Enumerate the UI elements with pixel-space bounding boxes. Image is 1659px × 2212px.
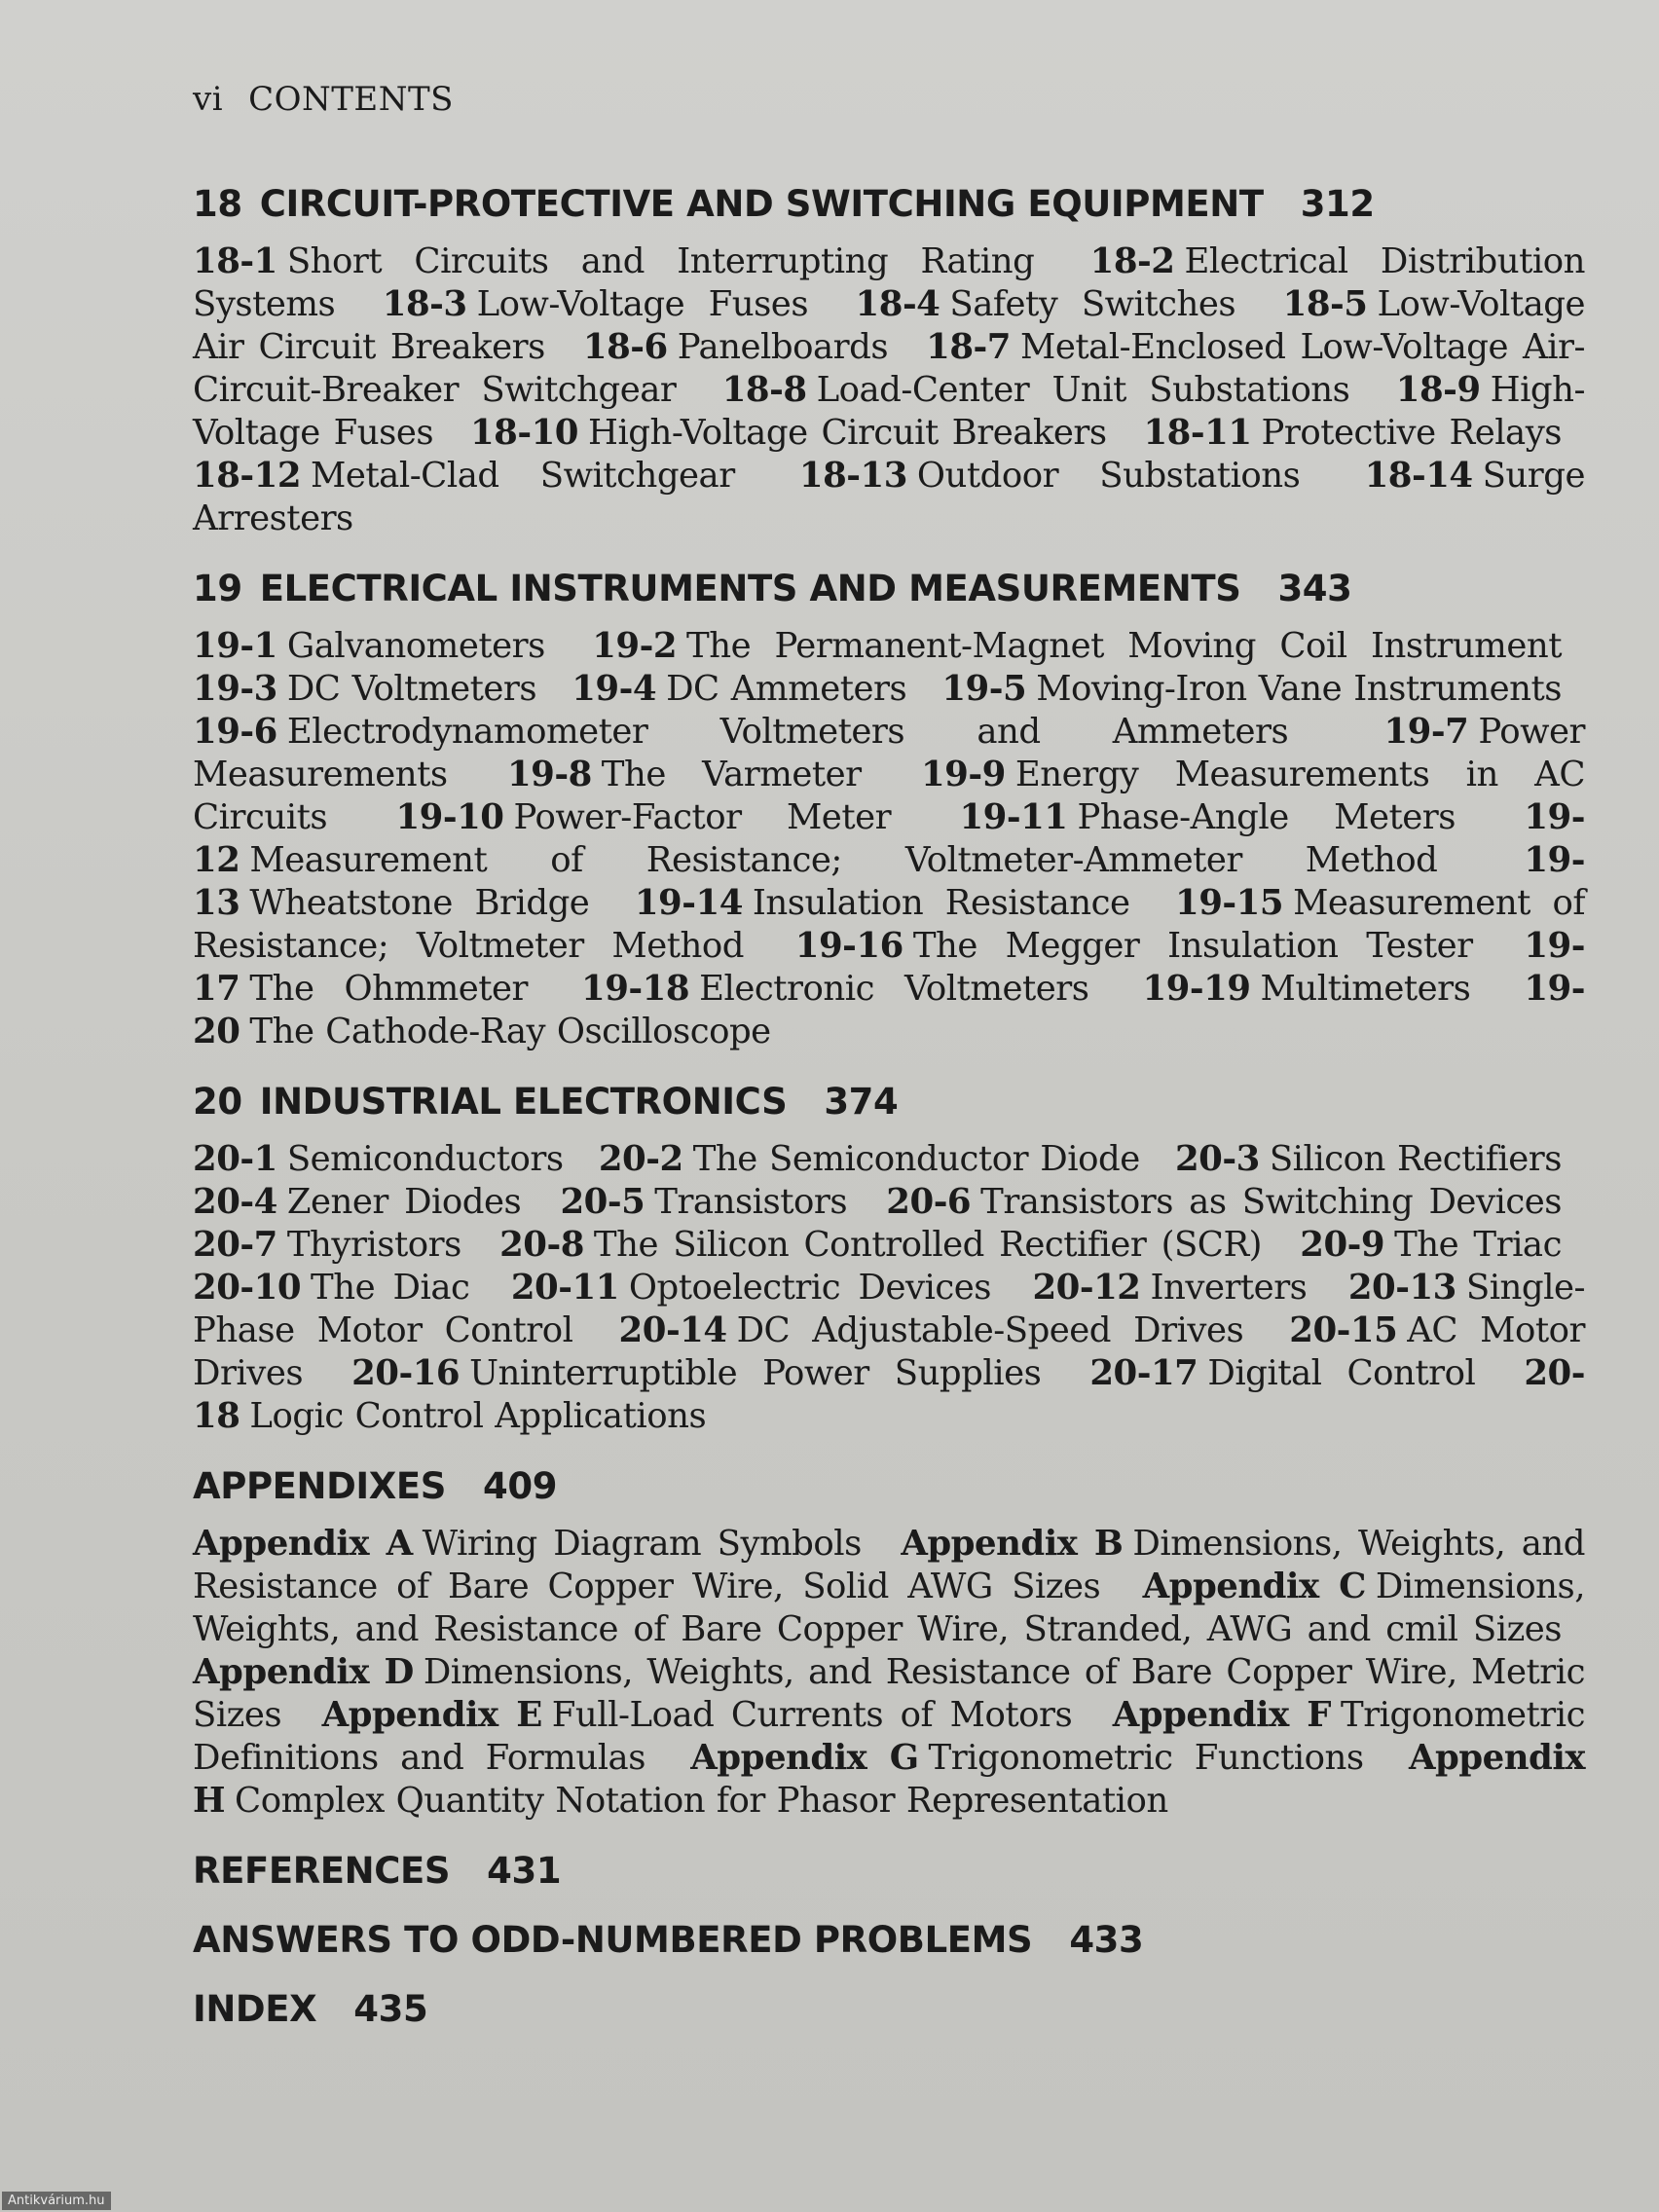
chapter-number: 19 xyxy=(193,568,242,609)
entry-title: Electronic Voltmeters xyxy=(699,969,1089,1009)
entry-title: Measurement of Resistance; Voltmeter Method xyxy=(193,883,1585,966)
toc-entry xyxy=(799,456,1301,496)
toc-entry xyxy=(193,241,1034,281)
toc-entry xyxy=(599,1139,1140,1179)
section-entries xyxy=(193,625,1585,1053)
toc-entry xyxy=(886,1182,1562,1222)
entry-title: Moving-Iron Vane Instruments xyxy=(1036,669,1563,709)
entry-number: 19-11 xyxy=(959,797,1068,837)
entry-number: 20-10 xyxy=(193,1268,302,1308)
toc-entry xyxy=(193,456,735,496)
entry-number: 18-7 xyxy=(926,327,1011,367)
section-heading xyxy=(193,1919,1585,1961)
section-heading xyxy=(193,1081,1585,1123)
toc-entry xyxy=(560,1182,847,1222)
entry-title: Thyristors xyxy=(286,1225,461,1265)
toc-entry xyxy=(1032,1268,1307,1308)
entry-title: High-Voltage Fuses xyxy=(193,370,1586,453)
toc-entry xyxy=(193,1182,521,1222)
section-heading xyxy=(193,1988,1585,2030)
toc-entry xyxy=(470,413,1107,453)
section-title: REFERENCES xyxy=(193,1850,451,1892)
section-page-number: 433 xyxy=(1069,1919,1144,1961)
toc-entry xyxy=(351,1353,1041,1393)
entry-number: 20-11 xyxy=(510,1268,619,1308)
toc-entry xyxy=(635,883,1130,923)
entry-title: Electrical Distribution Systems xyxy=(193,241,1585,324)
entry-number: 19-8 xyxy=(506,755,592,794)
entry-number: 19-7 xyxy=(1383,712,1469,752)
toc-entry xyxy=(193,1524,862,1564)
entry-number: 19-14 xyxy=(634,883,743,923)
entry-number: 18-13 xyxy=(798,456,907,496)
entry-number: 20-9 xyxy=(1300,1225,1385,1265)
entry-title: High-Voltage Circuit Breakers xyxy=(588,413,1107,453)
toc-entry xyxy=(193,1268,469,1308)
entry-title: The Megger Insulation Tester xyxy=(912,926,1473,966)
toc-entry xyxy=(795,926,1473,966)
toc-section xyxy=(193,183,1585,540)
entry-title: Dimensions, Weights, and Resistance of Bare Copper Wire, Stranded, AWG and cmil Sizes xyxy=(193,1567,1585,1649)
contents-list xyxy=(193,183,1585,2057)
section-title: CIRCUIT-PROTECTIVE AND SWITCHING EQUIPMENT xyxy=(259,183,1264,225)
running-header xyxy=(193,80,454,119)
toc-entry xyxy=(1175,1139,1562,1179)
toc-entry xyxy=(856,284,1236,324)
entry-title: Multimeters xyxy=(1260,969,1471,1009)
entry-number: 19-20 xyxy=(193,969,1585,1051)
toc-entry xyxy=(1089,1353,1475,1393)
entry-title: Optoelectric Devices xyxy=(628,1268,992,1308)
section-page-number: 435 xyxy=(353,1988,428,2030)
entry-number: 19-15 xyxy=(1175,883,1284,923)
toc-entry xyxy=(511,1268,991,1308)
entry-title: Outdoor Substations xyxy=(916,456,1301,496)
entry-title: Full-Load Currents of Motors xyxy=(551,1695,1073,1735)
entry-number: 20-3 xyxy=(1174,1139,1260,1179)
toc-entry xyxy=(193,626,545,666)
toc-entry xyxy=(571,669,906,709)
entry-number: 20-15 xyxy=(1289,1310,1398,1350)
entry-number: 20-8 xyxy=(499,1225,584,1265)
section-title: INDUSTRIAL ELECTRONICS xyxy=(259,1081,788,1123)
section-heading xyxy=(193,1850,1585,1892)
section-heading xyxy=(193,1465,1585,1507)
entry-title: Power-Factor Meter xyxy=(513,797,892,837)
chapter-number: 18 xyxy=(193,183,242,225)
entry-title: The Semiconductor Diode xyxy=(692,1139,1140,1179)
entry-number: 20-13 xyxy=(1347,1268,1456,1308)
entry-title: Galvanometers xyxy=(286,626,545,666)
toc-section xyxy=(193,568,1585,1053)
toc-entry xyxy=(395,797,891,837)
entry-number: 19-1 xyxy=(193,626,277,666)
toc-entry xyxy=(583,327,888,367)
entry-title: Measurement of Resistance; Voltmeter-Ammeter Method xyxy=(249,840,1438,880)
toc-entry xyxy=(193,1139,564,1179)
entry-title: DC Voltmeters xyxy=(286,669,537,709)
entry-number: 18-8 xyxy=(721,370,807,410)
toc-section xyxy=(193,1988,1585,2030)
toc-entry xyxy=(193,712,1288,752)
entry-title: Dimensions, Weights, and Resistance of Bare Copper Wire, Solid AWG Sizes xyxy=(193,1524,1585,1606)
entry-number: 19-16 xyxy=(794,926,903,966)
entry-title: Insulation Resistance xyxy=(752,883,1130,923)
entry-title: Short Circuits and Interrupting Rating xyxy=(286,241,1035,281)
toc-entry xyxy=(592,626,1562,666)
entry-title: Energy Measurements in AC Circuits xyxy=(193,755,1585,837)
entry-title: The Cathode-Ray Oscilloscope xyxy=(249,1012,771,1051)
entry-title: Uninterruptible Power Supplies xyxy=(469,1353,1042,1393)
entry-title: Power Measurements xyxy=(193,712,1585,794)
entry-title: Phase-Angle Meters xyxy=(1077,797,1456,837)
entry-number: 20-1 xyxy=(193,1139,277,1179)
entry-title: The Silicon Controlled Rectifier (SCR) xyxy=(593,1225,1263,1265)
entry-number: 19-13 xyxy=(193,840,1585,923)
entry-number: 20-5 xyxy=(560,1182,645,1222)
entry-number: 18-14 xyxy=(1364,456,1473,496)
entry-title: Safety Switches xyxy=(949,284,1236,324)
toc-entry xyxy=(690,1738,1363,1778)
entry-title: The Permanent-Magnet Moving Coil Instrument xyxy=(686,626,1562,666)
toc-entry xyxy=(1300,1225,1562,1265)
toc-entry xyxy=(619,1310,1244,1350)
entry-number: 18-10 xyxy=(469,413,578,453)
entry-number: Appendix B xyxy=(901,1524,1124,1564)
entry-title: Wiring Diagram Symbols xyxy=(422,1524,862,1564)
section-title: ANSWERS TO ODD-NUMBERED PROBLEMS xyxy=(193,1919,1033,1961)
entry-title: Electrodynamometer Voltmeters and Ammeters xyxy=(286,712,1289,752)
toc-section xyxy=(193,1850,1585,1892)
entry-number: Appendix D xyxy=(193,1652,414,1692)
entry-number: 19-10 xyxy=(395,797,504,837)
entry-number: 20-16 xyxy=(351,1353,461,1393)
entry-title: Metal-Enclosed Low-Voltage Air-Circuit-Breaker Switchgear xyxy=(193,327,1585,410)
entry-number: 19-3 xyxy=(193,669,277,709)
entry-title: Silicon Rectifiers xyxy=(1269,1139,1562,1179)
entry-number: 18-6 xyxy=(582,327,668,367)
section-heading xyxy=(193,568,1585,609)
entry-number: 18-1 xyxy=(193,241,277,281)
entry-number: Appendix A xyxy=(193,1524,413,1564)
entry-title: Panelboards xyxy=(677,327,889,367)
entry-title: Transistors as Switching Devices xyxy=(980,1182,1562,1222)
toc-entry xyxy=(499,1225,1262,1265)
entry-title: Dimensions, Weights, and Resistance of Bare Copper Wire, Metric Sizes xyxy=(193,1652,1586,1735)
entry-number: 19-19 xyxy=(1142,969,1251,1009)
toc-entry xyxy=(1142,969,1470,1009)
entry-title: Low-Voltage Air Circuit Breakers xyxy=(193,284,1585,367)
entry-number: 19-17 xyxy=(193,926,1585,1009)
entry-title: The Diac xyxy=(311,1268,470,1308)
entry-number: 18-2 xyxy=(1089,241,1175,281)
entry-number: Appendix H xyxy=(193,1738,1585,1821)
entry-number: 18-12 xyxy=(193,456,302,496)
entry-number: 20-6 xyxy=(886,1182,972,1222)
toc-entry xyxy=(193,1225,461,1265)
section-entries xyxy=(193,1523,1585,1823)
section-entries xyxy=(193,1138,1585,1438)
entry-title: The Ohmmeter xyxy=(249,969,529,1009)
entry-number: 20-14 xyxy=(618,1310,727,1350)
entry-number: 19-4 xyxy=(571,669,657,709)
entry-title: Trigonometric Functions xyxy=(928,1738,1364,1778)
entry-title: The Varmeter xyxy=(601,755,862,794)
entry-number: 19-6 xyxy=(193,712,277,752)
entry-number: 18-11 xyxy=(1143,413,1252,453)
toc-entry xyxy=(193,669,536,709)
section-heading xyxy=(193,183,1585,225)
toc-entry xyxy=(581,969,1088,1009)
toc-entry xyxy=(507,755,862,794)
section-title: INDEX xyxy=(193,1988,317,2030)
toc-entry xyxy=(322,1695,1073,1735)
section-title: ELECTRICAL INSTRUMENTS AND MEASUREMENTS xyxy=(259,568,1241,609)
header-page-number: vi xyxy=(193,80,224,119)
toc-entry xyxy=(383,284,808,324)
toc-section xyxy=(193,1919,1585,1961)
entry-number: 20-12 xyxy=(1032,1268,1141,1308)
entry-number: Appendix E xyxy=(321,1695,542,1735)
entry-title: Metal-Clad Switchgear xyxy=(311,456,735,496)
section-page-number: 431 xyxy=(487,1850,562,1892)
entry-number: 20-4 xyxy=(193,1182,277,1222)
entry-title: Digital Control xyxy=(1207,1353,1476,1393)
entry-number: 19-18 xyxy=(581,969,690,1009)
entry-number: 20-7 xyxy=(193,1225,277,1265)
toc-entry xyxy=(941,669,1562,709)
entry-number: 19-12 xyxy=(193,797,1585,880)
entry-number: 20-18 xyxy=(193,1353,1585,1436)
entry-title: Load-Center Unit Substations xyxy=(816,370,1350,410)
entry-number: Appendix G xyxy=(690,1738,919,1778)
section-page-number: 312 xyxy=(1300,183,1375,225)
entry-title: Semiconductors xyxy=(286,1139,564,1179)
section-title: APPENDIXES xyxy=(193,1465,447,1507)
entry-number: Appendix C xyxy=(1142,1567,1366,1606)
toc-section xyxy=(193,1081,1585,1438)
entry-title: Transistors xyxy=(654,1182,848,1222)
header-title: CONTENTS xyxy=(248,80,454,119)
entry-title: Complex Quantity Notation for Phasor Representation xyxy=(235,1781,1168,1821)
toc-entry xyxy=(1143,413,1562,453)
chapter-number: 20 xyxy=(193,1081,242,1123)
section-entries xyxy=(193,240,1585,540)
entry-title: Low-Voltage Fuses xyxy=(476,284,809,324)
entry-title: Single-Phase Motor Control xyxy=(193,1268,1585,1350)
entry-number: Appendix F xyxy=(1112,1695,1332,1735)
entry-title: Zener Diodes xyxy=(286,1182,522,1222)
toc-section xyxy=(193,1465,1585,1823)
entry-number: 20-2 xyxy=(598,1139,683,1179)
entry-title: DC Ammeters xyxy=(666,669,907,709)
entry-title: AC Motor Drives xyxy=(193,1310,1585,1393)
section-page-number: 374 xyxy=(824,1081,899,1123)
section-page-number: 343 xyxy=(1277,568,1352,609)
entry-number: 18-5 xyxy=(1282,284,1368,324)
toc-entry xyxy=(722,370,1350,410)
entry-title: The Triac xyxy=(1394,1225,1562,1265)
toc-entry xyxy=(959,797,1455,837)
entry-title: Inverters xyxy=(1150,1268,1308,1308)
entry-number: 19-5 xyxy=(941,669,1027,709)
entry-number: 19-9 xyxy=(920,755,1006,794)
entry-title: Protective Relays xyxy=(1261,413,1562,453)
entry-number: 18-3 xyxy=(382,284,467,324)
entry-title: Wheatstone Bridge xyxy=(249,883,590,923)
entry-title: Surge Arresters xyxy=(193,456,1585,538)
entry-number: 18-4 xyxy=(855,284,940,324)
entry-number: 20-17 xyxy=(1089,1353,1198,1393)
entry-number: 19-2 xyxy=(592,626,678,666)
entry-title: DC Adjustable-Speed Drives xyxy=(736,1310,1244,1350)
watermark: Antikvárium.hu xyxy=(2,2192,111,2210)
entry-number: 18-9 xyxy=(1395,370,1481,410)
entry-title: Trigonometric Definitions and Formulas xyxy=(193,1695,1585,1778)
entry-title: Logic Control Applications xyxy=(249,1396,707,1436)
section-page-number: 409 xyxy=(483,1465,558,1507)
